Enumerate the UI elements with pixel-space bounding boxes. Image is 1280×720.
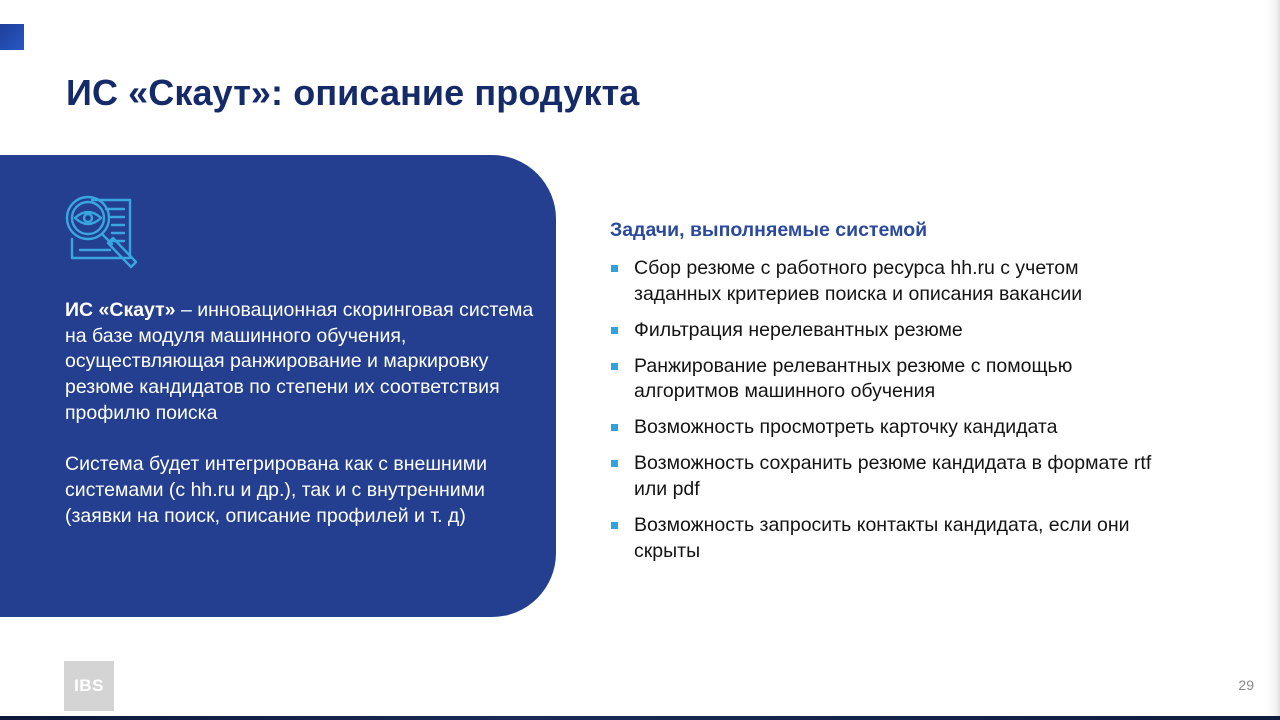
bullet-square-icon [611,460,618,467]
search-document-eye-icon [62,192,142,270]
list-item [610,256,1170,307]
right-edge-shadow [1266,0,1280,720]
page-title: ИС «Скаут»: описание продукта [66,72,640,113]
panel-text [65,298,535,529]
tasks-list [610,256,1170,565]
bullet-square-icon [611,424,618,431]
product-name: ИС «Скаут» [65,299,176,321]
list-item [610,415,1170,441]
bullet-square-icon [611,522,618,529]
list-item [610,318,1170,344]
bullet-square-icon [611,327,618,334]
task-text: Фильтрация нерелевантных резюме [634,318,963,341]
list-item [610,513,1170,564]
ibs-logo [64,661,114,711]
list-item [610,451,1170,502]
integration-text: Система будет интегрирована как с внешними системами (с hh.ru и др.), так и с внутренними (заявки на поиск, описание профилей и т. д) [65,453,487,527]
task-text: Сбор резюме с работного ресурса hh.ru с учетом заданных критериев поиска и описания вакансии [634,257,1083,305]
task-text: Возможность просмотреть карточку кандидата [634,416,1058,439]
corner-accent [0,24,24,50]
bullet-square-icon [611,363,618,370]
product-description [65,298,535,427]
product-description-text: – инновационная скоринговая система на базе модуля машинного обучения, осуществляющая ранжирование и маркировку резюме кандидатов по степени их соответствия профилю поиска [65,299,534,424]
bottom-edge-bar [0,716,1280,720]
tasks-heading: Задачи, выполняемые системой [610,219,928,241]
task-text: Ранжирование релевантных резюме с помощью алгоритмов машинного обучения [634,354,1073,403]
bullet-square-icon [611,265,618,272]
list-item [610,354,1170,405]
page-number: 29 [1238,677,1254,693]
task-text: Возможность запросить контакты кандидата, если они скрыты [634,514,1130,562]
tasks-section [610,219,1170,575]
task-text: Возможность сохранить резюме кандидата в формате rtf или pdf [634,452,1152,501]
logo-text: IBS [74,676,104,695]
